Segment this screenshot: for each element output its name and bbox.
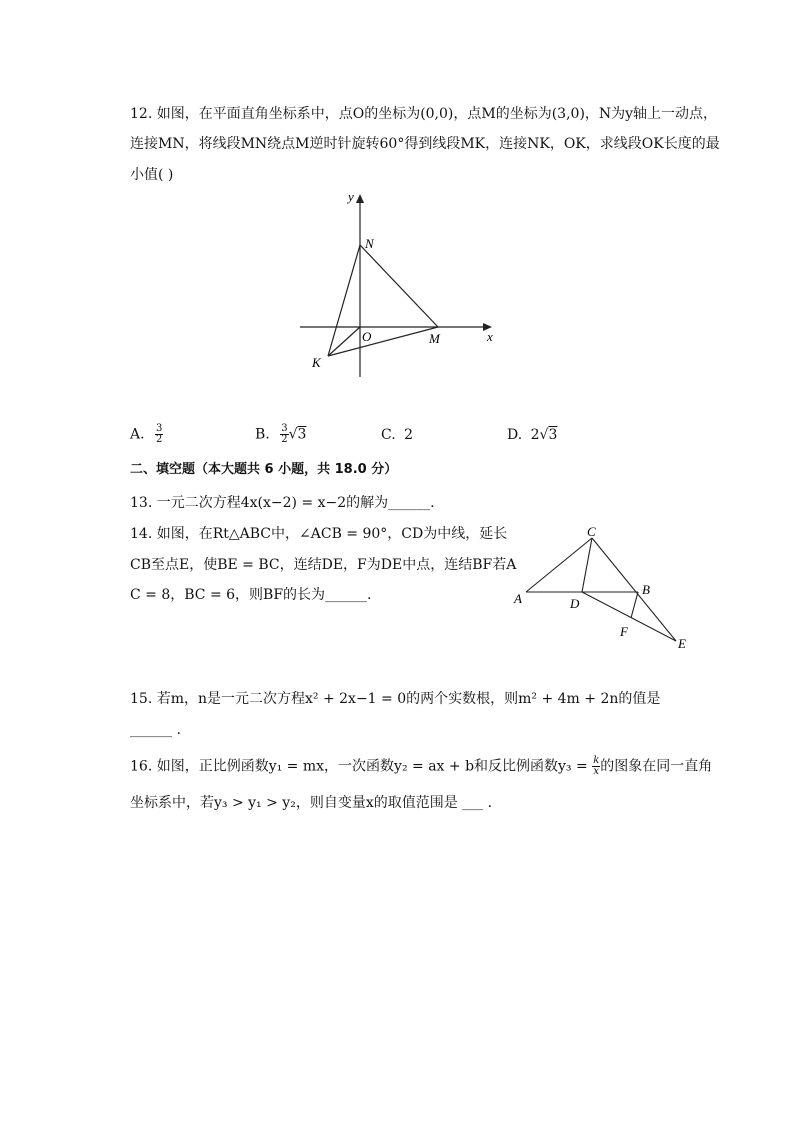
label-F: F [620,624,628,639]
option-d-value: 2√3 [530,427,558,443]
label-A: A [514,591,522,606]
label-M: M [429,331,440,346]
segment-CE [592,538,676,641]
segment-NM [360,245,438,327]
option-c-value: 2 [404,427,414,443]
q14-line-1: 14. 如图，在Rt△ABC中，∠ACB = 90°，CD为中线，延长 [130,526,508,542]
section-title: 二、填空题（本大题共 6 小题，共 18.0 分） [130,462,398,477]
y-axis-arrow [356,194,364,203]
q14-triangle-figure [510,524,700,654]
segment-DE [582,592,676,641]
q16-line-1 [130,756,712,777]
label-x: x [487,329,493,344]
label-K: K [312,355,321,370]
option-a-label: A. [130,426,145,443]
label-D: D [570,596,580,611]
label-E: E [678,636,686,651]
q16-line-1-start: 16. 如图，正比例函数y₁ = mx，一次函数y₂ = ax + b和反比例函数y₃ = [130,758,593,775]
option-a [130,424,163,445]
label-N: N [365,236,374,251]
option-b: B. $\frac{3}{2}$ √3 [255,423,307,445]
q16-fraction-denominator: x [593,766,600,777]
option-c [381,426,413,444]
option-b-label: B. [255,426,270,443]
q14-line-3: C = 8，BC = 6，则BF的长为______. [130,587,372,603]
segment-BF [631,592,638,618]
option-d [507,426,557,444]
label-C: C [587,524,596,539]
label-y: y [348,189,354,204]
q12-line-1: 12. 如图，在平面直角坐标系中，点O的坐标为(0,0)，点M的坐标为(3,0)，N为y轴上一动点， [130,106,718,122]
segment-AC [526,538,592,592]
label-B: B [642,582,650,597]
q14-line-2: CB至点E，使BE = BC，连结DE，F为DE中点，连结BF若A [130,557,517,573]
q13-text: 13. 一元二次方程4x(x−2) = x−2的解为______. [130,495,435,511]
segment-NK [328,245,360,356]
option-d-label: D. [507,427,523,443]
q16-line-2: 坐标系中，若y₃ > y₁ > y₂，则自变量x的取值范围是 ___ . [130,795,493,811]
q16-fraction-numerator: k [593,755,600,766]
q15-line-2: ______ . [130,722,181,738]
q16-line-1-end: 的图象在同一直角 [600,758,713,775]
option-a-value: $\frac{3}{2}$ [156,423,163,445]
q12-line-2: 连接MN，将线段MN绕点M逆时针旋转60°得到线段MK，连接NK，OK，求线段OK长度的最 [130,136,720,152]
option-c-label: C. [381,427,396,443]
q12-coordinate-figure [290,185,510,385]
q12-line-3: 小值( ) [130,167,174,183]
option-b-value: $\frac{3}{2}$ [281,423,288,445]
segment-CD [582,538,592,592]
label-O: O [362,329,372,344]
q15-line-1: 15. 若m，n是一元二次方程x² + 2x−1 = 0的两个实数根，则m² + 4m + 2n的值是 [130,691,661,707]
